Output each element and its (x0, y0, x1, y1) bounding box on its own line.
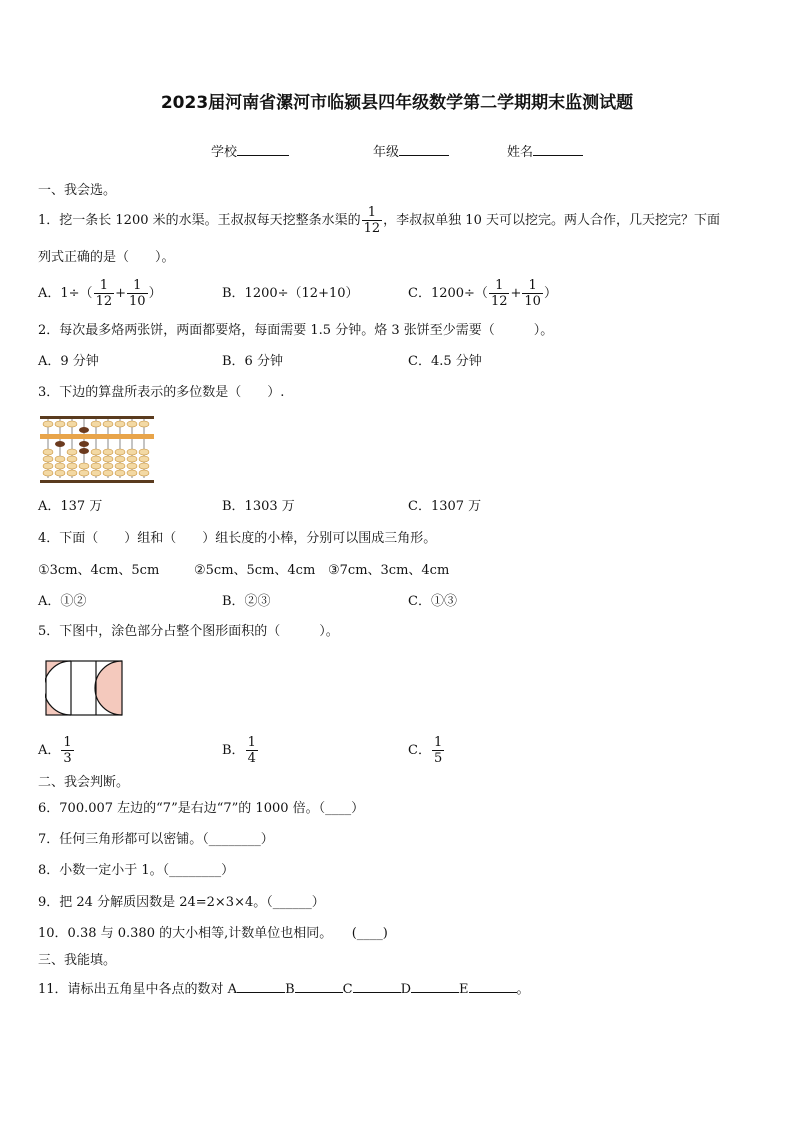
option-fraction (61, 735, 73, 766)
question-11-text: 11．请标出五角星中各点的数对 A (38, 982, 238, 997)
fraction-denominator: 5 (433, 751, 443, 766)
question-4-choice-2: ②5cm、5cm、4cm (194, 563, 316, 578)
question-1-fraction (362, 205, 383, 236)
option-prefix: 1200÷（ (430, 286, 488, 301)
option-suffix: ） (543, 286, 557, 301)
fraction-denominator: 10 (524, 294, 541, 309)
fraction-numerator: 1 (63, 735, 72, 750)
question-3-option-a[interactable]: A．137 万 (38, 499, 103, 514)
option-fraction (246, 735, 258, 766)
fraction-denominator: 12 (363, 221, 381, 236)
section-heading-3: 三、我能填。 (38, 953, 117, 968)
blank-e[interactable] (469, 978, 517, 993)
option-suffix: ） (148, 286, 162, 301)
question-4-choice-1: ①3cm、4cm、5cm (38, 563, 160, 578)
name-field (507, 141, 583, 162)
question-5-option-c[interactable] (408, 731, 445, 771)
question-2-option-b[interactable]: B．6 分钟 (222, 354, 283, 369)
question-3-text: 3．下边的算盘所表示的多位数是（ ）. (38, 385, 285, 400)
question-2-option-a[interactable]: A．9 分钟 (38, 354, 99, 369)
grade-blank[interactable] (399, 141, 449, 156)
question-11-end: 。 (516, 982, 530, 997)
blank-c[interactable] (353, 978, 401, 993)
question-10: 10．0.38 与 0.380 的大小相等,计数单位也相同。 (____) (38, 926, 388, 941)
school-field (211, 141, 289, 162)
section-heading-2: 二、我会判断。 (38, 775, 130, 790)
option-label: C． (408, 743, 431, 758)
fraction-denominator: 12 (490, 294, 508, 309)
abacus-image (40, 416, 154, 484)
blank-a[interactable] (237, 978, 285, 993)
fraction-numerator: 1 (247, 735, 256, 750)
school-blank[interactable] (237, 141, 289, 156)
fraction-denominator: 3 (63, 751, 72, 766)
question-8: 8．小数一定小于 1。（________） (38, 863, 235, 878)
name-blank[interactable] (533, 141, 583, 156)
question-2-text: 2．每次最多烙两张饼，两面都要烙，每面需要 1.5 分钟。烙 3 张饼至少需要（ ）。 (38, 323, 554, 338)
grade-field (373, 141, 449, 162)
question-7: 7．任何三角形都可以密铺。（________） (38, 832, 274, 847)
question-1-line-1 (38, 203, 720, 239)
question-1-text-a: 1．挖一条长 1200 米的水渠。王叔叔每天挖整条水渠的 (38, 213, 361, 228)
fraction-numerator: 1 (94, 278, 115, 294)
name-label: 姓名 (507, 145, 534, 160)
question-5-option-a[interactable] (38, 731, 75, 771)
question-4-option-c[interactable]: C．①③ (408, 594, 457, 609)
option-fraction-2 (127, 278, 148, 309)
question-1-option-b[interactable]: B．1200÷（12+10） (222, 286, 359, 301)
fraction-numerator: 1 (433, 735, 443, 750)
fraction-denominator: 10 (129, 294, 146, 309)
question-4-choice-3: ③7cm、3cm、4cm (328, 563, 450, 578)
question-5-option-b[interactable] (222, 731, 259, 771)
option-fraction-2 (522, 278, 543, 309)
section-heading-1: 一、我会选。 (38, 183, 117, 198)
question-4-text: 4．下面（ ）组和（ ）组长度的小棒，分别可以围成三角形。 (38, 531, 437, 546)
blank-d[interactable] (411, 978, 459, 993)
option-fraction-1 (489, 278, 510, 309)
question-1-option-a[interactable] (38, 276, 162, 312)
blank-b[interactable] (295, 978, 343, 993)
option-prefix: 1÷（ (60, 286, 93, 301)
question-4-option-a[interactable]: A．①② (38, 594, 87, 609)
fraction-numerator: 1 (489, 278, 510, 294)
fraction-numerator: 1 (127, 278, 148, 294)
point-e-label: E (459, 982, 469, 997)
point-c-label: C (342, 982, 353, 997)
shaded-figure (45, 660, 123, 716)
option-label: A． (38, 286, 61, 301)
fraction-denominator: 4 (247, 751, 256, 766)
question-11 (38, 978, 530, 999)
question-5-text: 5．下图中，涂色部分占整个图形面积的（ ）。 (38, 624, 339, 639)
grade-label: 年级 (373, 145, 400, 160)
point-d-label: D (400, 982, 412, 997)
option-fraction (432, 735, 444, 766)
plus-sign: + (115, 286, 127, 301)
fraction-denominator: 12 (95, 294, 113, 309)
question-6: 6．700.007 左边的“7”是右边“7”的 1000 倍。（____） (38, 801, 365, 816)
fraction-numerator: 1 (522, 278, 543, 294)
school-label: 学校 (211, 145, 238, 160)
question-1-option-c[interactable] (408, 276, 557, 312)
question-3-option-c[interactable]: C．1307 万 (408, 499, 482, 514)
question-1-line-2: 列式正确的是（ ）。 (38, 250, 175, 265)
option-fraction-1 (94, 278, 115, 309)
plus-sign: + (510, 286, 522, 301)
exam-title: 2023届河南省漯河市临颍县四年级数学第二学期期末监测试题 (160, 93, 634, 113)
question-1-text-b: ，李叔叔单独 10 天可以挖完。两人合作，几天挖完？下面 (383, 213, 720, 228)
question-4-option-b[interactable]: B．②③ (222, 594, 271, 609)
point-b-label: B (285, 982, 295, 997)
fraction-numerator: 1 (362, 205, 383, 221)
question-9: 9．把 24 分解质因数是 24=2×3×4。（______） (38, 895, 325, 910)
option-label: B． (222, 743, 245, 758)
question-3-option-b[interactable]: B．1303 万 (222, 499, 295, 514)
option-label: C． (408, 286, 431, 301)
option-label: A． (38, 743, 61, 758)
question-2-option-c[interactable]: C．4.5 分钟 (408, 354, 482, 369)
